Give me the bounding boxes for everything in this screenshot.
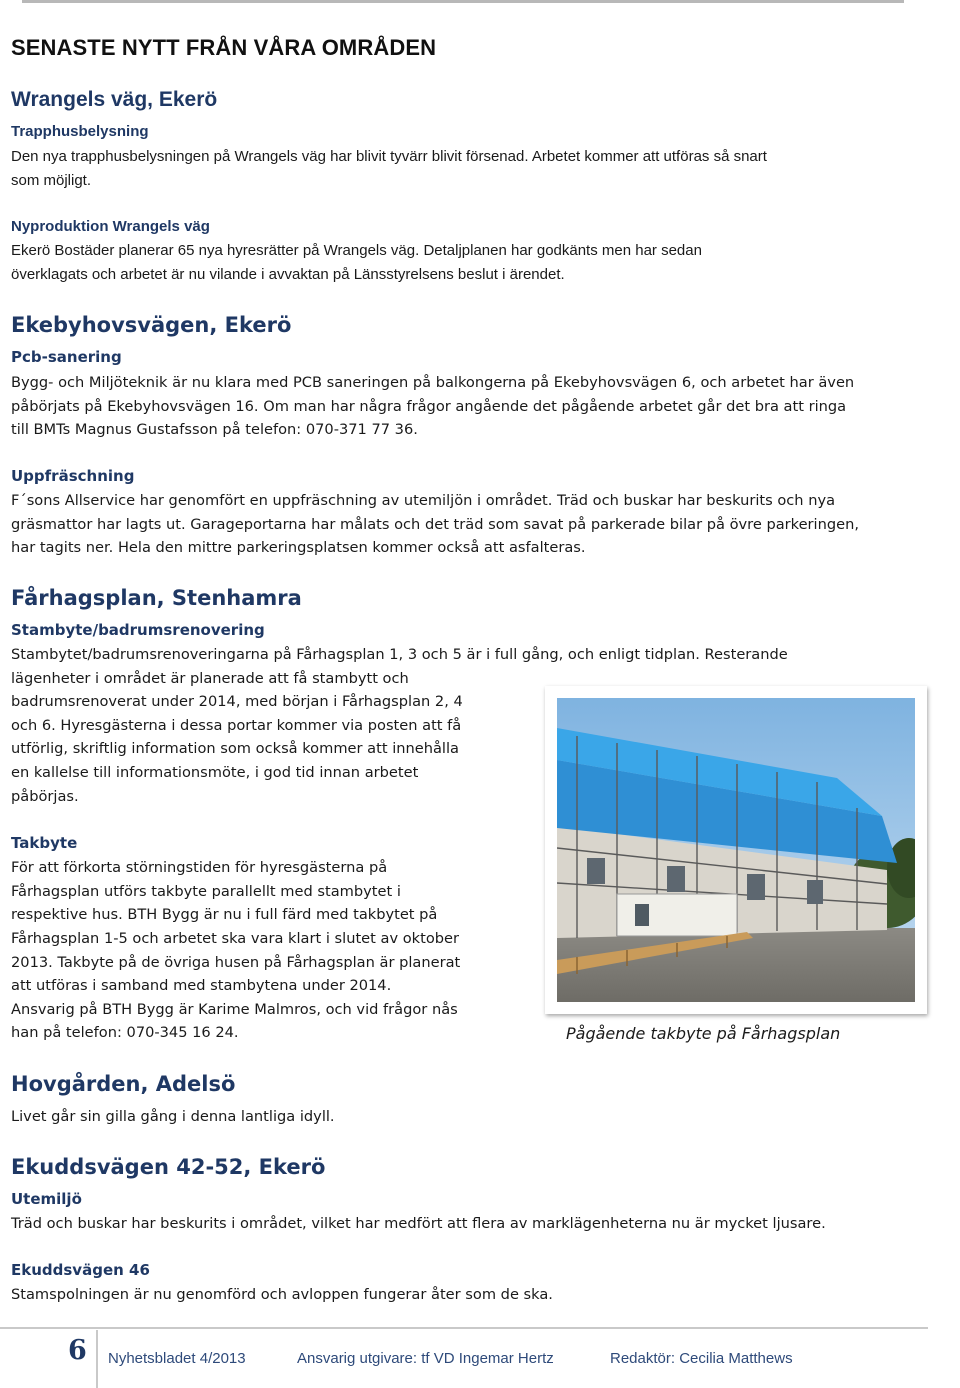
top-rule: [22, 0, 904, 3]
construction-photo: [557, 698, 915, 1002]
paragraph-line: Fårhagsplan utförs takbyte parallellt med stambytet i: [11, 883, 401, 900]
paragraph-line: lägenheter i området är planerade att få stambytt och: [11, 670, 409, 687]
paragraph-line: Den nya trapphusbelysningen på Wrangels väg har blivit tyvärr blivit försenad. Arbetet kommer att utföras så snart: [11, 148, 767, 165]
paragraph-line: 2013. Takbyte på de övriga husen på Fårhagsplan är planerat: [11, 954, 461, 971]
paragraph-line: Stamspolningen är nu genomförd och avloppen fungerar åter som de ska.: [11, 1286, 553, 1303]
subheading-stambyte: Stambyte/badrumsrenovering: [11, 621, 265, 639]
paragraph-line: Livet går sin gilla gång i denna lantliga idyll.: [11, 1108, 335, 1125]
section-heading-farhagsplan: Fårhagsplan, Stenhamra: [11, 586, 302, 610]
footer-rule: [0, 1327, 928, 1329]
paragraph-line: och 6. Hyresgästerna i dessa portar kommer via posten att få: [11, 717, 462, 734]
paragraph-line: gräsmattor har lagts ut. Garageportarna har målats och det träd som savat på parkerade bilar på övre parkeringen,: [11, 516, 859, 533]
paragraph-line: badrumsrenoverat under 2014, med början i Fårhagsplan 2, 4: [11, 693, 463, 710]
paragraph-line: Träd och buskar har beskurits i området, vilket har medfört att flera av marklägenheterna nu är mycket ljusare.: [11, 1215, 826, 1232]
paragraph-line: som möjligt.: [11, 172, 92, 189]
footer-divider: [96, 1330, 98, 1388]
page-title: SENASTE NYTT FRÅN VÅRA OMRÅDEN: [11, 35, 437, 60]
paragraph-line: att utföras i samband med stambytena under 2014.: [11, 977, 392, 994]
section-heading-wrangels: Wrangels väg, Ekerö: [11, 88, 218, 111]
paragraph-line: till BMTs Magnus Gustafsson på telefon: 070-371 77 36.: [11, 421, 418, 438]
footer-editor: Redaktör: Cecilia Matthews: [610, 1350, 793, 1367]
paragraph-line: F´sons Allservice har genomfört en uppfräschning av utemiljön i området. Träd och buskar har beskurits och nya: [11, 492, 836, 509]
section-heading-ekuddsvagen: Ekuddsvägen 42-52, Ekerö: [11, 1155, 326, 1179]
subheading-takbyte: Takbyte: [11, 834, 78, 852]
paragraph-line: överklagats och arbetet är nu vilande i avvaktan på Länsstyrelsens beslut i ärendet.: [11, 266, 565, 283]
subheading-trapphusbelysning: Trapphusbelysning: [11, 123, 149, 140]
paragraph-line: Ansvarig på BTH Bygg är Karime Malmros, och vid frågor nås: [11, 1001, 458, 1018]
subheading-ekuddsvagen-46: Ekuddsvägen 46: [11, 1261, 150, 1279]
paragraph-line: han på telefon: 070-345 16 24.: [11, 1024, 239, 1041]
subheading-uppfraschning: Uppfräschning: [11, 467, 135, 485]
section-heading-hovgarden: Hovgården, Adelsö: [11, 1072, 236, 1096]
footer-issue: Nyhetsbladet 4/2013: [108, 1350, 246, 1367]
paragraph-line: För att förkorta störningstiden för hyresgästerna på: [11, 859, 388, 876]
paragraph-line: en kallelse till informationsmöte, i god tid innan arbetet: [11, 764, 419, 781]
paragraph-line: respektive hus. BTH Bygg är nu i full färd med takbytet på: [11, 906, 438, 923]
subheading-nyproduktion: Nyproduktion Wrangels väg: [11, 218, 210, 235]
paragraph-line: Bygg- och Miljöteknik är nu klara med PCB saneringen på balkongerna på Ekebyhovsvägen 6, och arbetet har även: [11, 374, 855, 391]
paragraph-line: påbörjas.: [11, 788, 79, 805]
construction-photo-frame: [545, 686, 927, 1014]
subheading-utemiljo: Utemiljö: [11, 1190, 82, 1208]
paragraph-line: Fårhagsplan 1-5 och arbetet ska vara klart i slutet av oktober: [11, 930, 460, 947]
paragraph-line: Ekerö Bostäder planerar 65 nya hyresrätter på Wrangels väg. Detaljplanen har godkänts men har sedan: [11, 242, 702, 259]
paragraph-line: har tagits ner. Hela den mittre parkeringsplatsen kommer också att asfalteras.: [11, 539, 586, 556]
subheading-pcb-sanering: Pcb-sanering: [11, 348, 122, 366]
page-number: 6: [68, 1335, 87, 1366]
footer-publisher: Ansvarig utgivare: tf VD Ingemar Hertz: [297, 1350, 554, 1367]
photo-caption: Pågående takbyte på Fårhagsplan: [566, 1024, 841, 1043]
paragraph-line: utförlig, skriftlig information som också kommer att innehålla: [11, 740, 459, 757]
paragraph-line: Stambytet/badrumsrenoveringarna på Fårhagsplan 1, 3 och 5 är i full gång, och enligt tidplan. Resterande: [11, 646, 788, 663]
section-heading-ekebyhov: Ekebyhovsvägen, Ekerö: [11, 313, 292, 337]
paragraph-line: påbörjats på Ekebyhovsvägen 16. Om man har några frågor angående det pågående arbetet går det bra att ringa: [11, 398, 847, 415]
